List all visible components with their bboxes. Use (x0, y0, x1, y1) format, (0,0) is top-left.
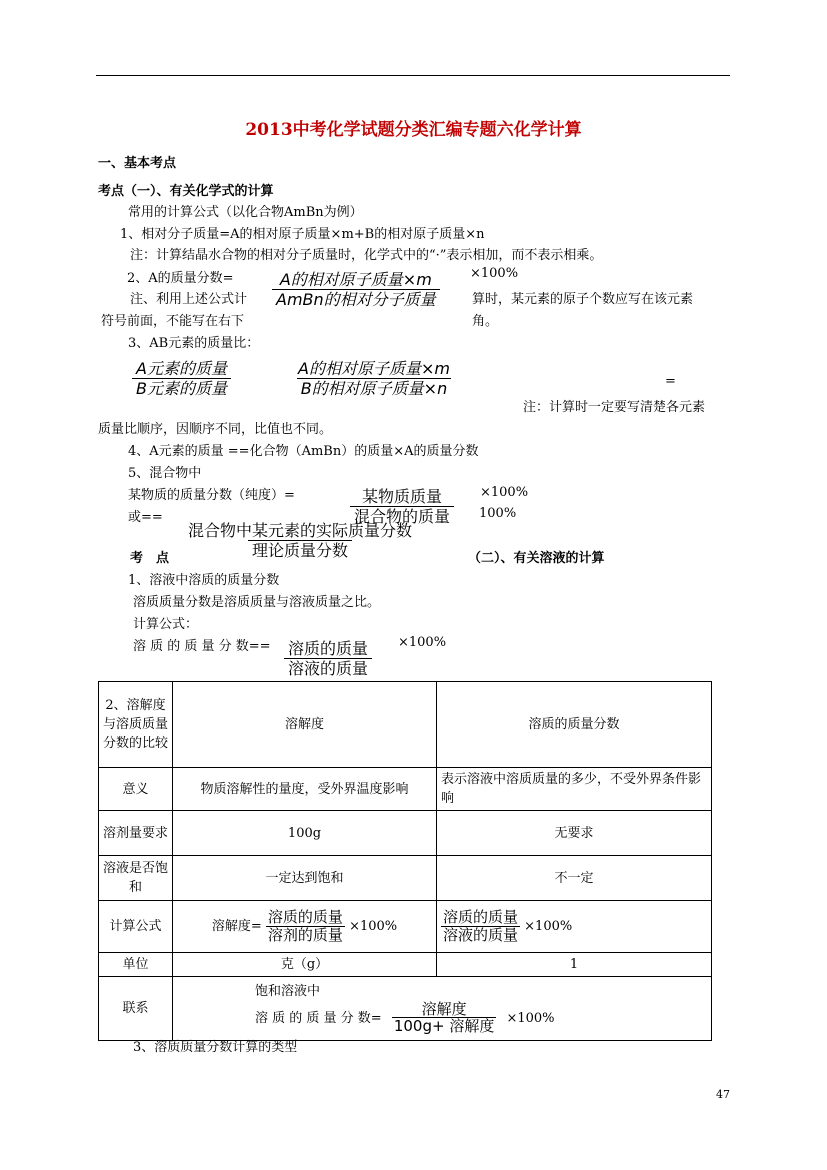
table-header-cell: 2、溶解度与溶质质量分数的比较 (99, 682, 173, 768)
kp2-item3-types: 3、溶质质量分数计算的类型 (133, 1040, 298, 1055)
row-label: 计算公式 (99, 901, 173, 953)
table-row (99, 977, 712, 1041)
link-lhs: 溶 质 的 质 量 分 数= (255, 1010, 382, 1026)
table-cell: 不一定 (437, 856, 712, 901)
solution-fraction-formula (284, 640, 372, 679)
atomic-mass-ratio-numerator: A的相对原子质量×m (298, 359, 450, 378)
link-numerator: 溶解度 (421, 999, 467, 1018)
solubility-formula (266, 909, 345, 944)
purity-denominator: 混合物的质量 (350, 506, 454, 526)
kp2-formula-lhs: 溶 质 的 质 量 分 数== (133, 639, 271, 654)
kp1-item3-label: 3、AB元素的质量比： (128, 336, 260, 351)
table-row (99, 811, 712, 856)
kp1-item1: 1、相对分子质量=A的相对原子质量×m+B的相对原子质量×n (120, 227, 485, 242)
element-mass-ratio-formula (132, 360, 231, 399)
table-cell: 无要求 (437, 811, 712, 856)
kp2-formula-label: 计算公式： (133, 617, 199, 632)
kp1-item2-label: 2、A的质量分数= (127, 271, 234, 286)
table-cell: 表示溶液中溶质质量的多少，不受外界条件影响 (437, 768, 712, 811)
table-cell: 1 (437, 953, 712, 977)
kp1-note2-d: 角。 (472, 314, 499, 329)
kp1-note3-b: 质量比顺序，因顺序不同，比值也不同。 (98, 422, 333, 437)
row-label: 意义 (99, 768, 173, 811)
mass-fraction-numerator: A的相对原子质量×m (279, 270, 432, 289)
header-rule (96, 75, 730, 76)
mass-fraction-formula (272, 271, 440, 310)
mass-fraction-percent: ×100% (470, 266, 519, 281)
kp1-item5: 5、混合物中 (128, 466, 202, 481)
link-percent: ×100% (506, 1010, 555, 1026)
solution-fraction-numerator: 溶质的质量 (288, 639, 369, 658)
kp1-item4: 4、A元素的质量 ==化合物（AmBn）的质量×A的质量分数 (128, 444, 479, 459)
table-cell: 100g (173, 811, 437, 856)
row-label: 联系 (99, 977, 173, 1041)
page-number: 47 (716, 1088, 730, 1101)
atomic-mass-ratio-formula (294, 360, 454, 399)
kp1-note3-a: 注：计算时一定要写清楚各元素 (523, 400, 706, 415)
ratio-equals-sign: = (665, 374, 676, 389)
solute-fraction-numerator: 溶质的质量 (443, 908, 519, 927)
row-label: 单位 (99, 953, 173, 977)
table-cell: 一定达到饱和 (173, 856, 437, 901)
solubility-percent: ×100% (349, 919, 398, 934)
table-cell: 物质溶解性的量度，受外界温度影响 (173, 768, 437, 811)
table-cell (173, 977, 712, 1041)
row-label: 溶剂量要求 (99, 811, 173, 856)
solution-fraction-percent: ×100% (398, 635, 447, 650)
kp2-desc: 溶质质量分数是溶质质量与溶液质量之比。 (133, 595, 381, 610)
element-mass-ratio-numerator: A元素的质量 (136, 359, 227, 378)
purity-or: 或== (128, 510, 163, 525)
solubility-numerator: 溶质的质量 (267, 908, 343, 927)
section-heading-basic: 一、基本考点 (98, 156, 177, 171)
solubility-denominator: 溶剂的质量 (267, 925, 343, 944)
element-purity-numerator: 混合物中某元素的实际质量分数 (188, 521, 413, 540)
table-row (99, 901, 712, 953)
kp1-heading: 考点（一）、有关化学式的计算 (98, 184, 274, 199)
link-line1: 饱和溶液中 (255, 983, 321, 999)
table-cell (437, 901, 712, 953)
solubility-prefix: 溶解度= (211, 919, 262, 934)
kp1-intro: 常用的计算公式（以化合物AmBn为例） (128, 205, 363, 220)
solute-fraction-formula (441, 909, 520, 944)
purity-percent-2: 100% (479, 506, 517, 521)
table-header-row (99, 682, 712, 768)
kp2-heading-b: （二）、有关溶液的计算 (468, 551, 605, 566)
row-label: 溶液是否饱和 (99, 856, 173, 901)
table-header-cell: 溶质的质量分数 (437, 682, 712, 768)
link-denominator: 100g+ 溶解度 (393, 1017, 495, 1036)
solute-fraction-percent: ×100% (524, 919, 573, 934)
link-formula (392, 1001, 497, 1036)
kp2-heading-a: 考 点 (130, 551, 170, 566)
element-purity-formula (184, 522, 416, 561)
element-mass-ratio-denominator: B元素的质量 (132, 378, 231, 398)
comparison-table (98, 681, 712, 1041)
kp2-item1: 1、溶液中溶质的质量分数 (128, 573, 280, 588)
mass-fraction-denominator: AmBn的相对分子质量 (272, 289, 440, 309)
table-row (99, 856, 712, 901)
atomic-mass-ratio-denominator: B的相对原子质量×n (297, 378, 452, 398)
table-cell (173, 901, 437, 953)
document-title: 2013中考化学试题分类汇编专题六化学计算 (245, 120, 582, 140)
table-header-cell: 溶解度 (173, 682, 437, 768)
purity-numerator: 某物质质量 (362, 487, 443, 506)
element-purity-denominator: 理论质量分数 (248, 540, 352, 560)
kp1-note2-b: 算时，某元素的原子个数应写在该元素 (472, 292, 694, 307)
link-formula-line (255, 1001, 707, 1036)
solution-fraction-denominator: 溶液的质量 (284, 658, 372, 678)
table-cell: 克（g） (173, 953, 437, 977)
kp1-note1: 注：计算结晶水合物的相对分子质量时，化学式中的“·”表示相加，而不表示相乘。 (130, 248, 603, 263)
kp1-note2-c: 符号前面，不能写在右下 (101, 314, 245, 329)
solute-fraction-denominator: 溶液的质量 (443, 925, 519, 944)
kp1-note2-a: 注、利用上述公式计 (130, 292, 248, 307)
table-row (99, 768, 712, 811)
purity-label: 某物质的质量分数（纯度）= (128, 488, 295, 503)
table-row (99, 953, 712, 977)
purity-percent: ×100% (480, 485, 529, 500)
